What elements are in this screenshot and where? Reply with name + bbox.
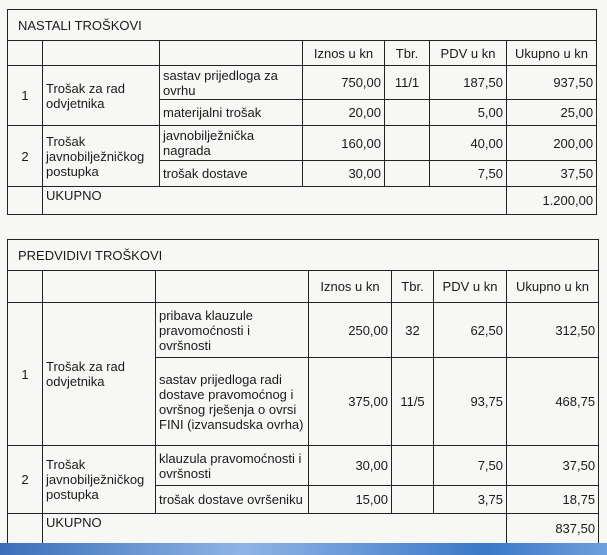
group-number: 1 (8, 66, 43, 126)
total-label: UKUPNO (43, 187, 507, 215)
total-value: 1.200,00 (507, 187, 597, 215)
total-value: 837,50 (507, 514, 599, 544)
row-desc: sastav prijedloga radi dostave pravomoćnog i ovršnog rješenja o ovrsi FINI (izvansudska ovrha) (156, 358, 309, 446)
row-tbr: 11/1 (385, 66, 430, 100)
total-empty (8, 514, 43, 544)
row-pdv: 187,50 (430, 66, 507, 100)
row-desc: trošak dostave ovršeniku (156, 486, 309, 514)
group-number: 2 (8, 126, 43, 187)
row-ukupno: 37,50 (507, 446, 599, 486)
row-ukupno: 937,50 (507, 66, 597, 100)
header-tbr: Tbr. (392, 271, 434, 303)
row-tbr (385, 161, 430, 187)
row-pdv: 5,00 (430, 100, 507, 126)
row-pdv: 40,00 (430, 126, 507, 161)
table-row (8, 66, 597, 100)
row-desc: javnobilježnička nagrada (160, 126, 303, 161)
row-pdv: 62,50 (434, 303, 507, 358)
row-ukupno: 18,75 (507, 486, 599, 514)
header-iznos: Iznos u kn (303, 41, 385, 66)
row-ukupno: 200,00 (507, 126, 597, 161)
group-label: Trošak za rad odvjetnika (43, 66, 160, 126)
header-desc (156, 271, 309, 303)
row-pdv: 93,75 (434, 358, 507, 446)
header-num (8, 271, 43, 303)
scan-edge-strip (0, 543, 607, 555)
section-title: PREDVIDIVI TROŠKOVI (8, 240, 599, 271)
row-ukupno: 468,75 (507, 358, 599, 446)
row-desc: materijalni trošak (160, 100, 303, 126)
row-iznos: 15,00 (309, 486, 392, 514)
row-tbr (392, 446, 434, 486)
row-desc: klauzula pravomoćnosti i ovršnosti (156, 446, 309, 486)
group-number: 2 (8, 446, 43, 514)
header-pdv: PDV u kn (430, 41, 507, 66)
header-pdv: PDV u kn (434, 271, 507, 303)
row-iznos: 20,00 (303, 100, 385, 126)
header-row (8, 41, 597, 66)
nastali-troskovi-table (7, 9, 597, 215)
row-ukupno: 25,00 (507, 100, 597, 126)
row-iznos: 375,00 (309, 358, 392, 446)
total-row (8, 187, 597, 215)
row-iznos: 30,00 (303, 161, 385, 187)
header-iznos: Iznos u kn (309, 271, 392, 303)
row-tbr (392, 486, 434, 514)
row-ukupno: 37,50 (507, 161, 597, 187)
header-ukupno: Ukupno u kn (507, 41, 597, 66)
header-desc (160, 41, 303, 66)
row-iznos: 160,00 (303, 126, 385, 161)
row-iznos: 750,00 (303, 66, 385, 100)
section-title: NASTALI TROŠKOVI (8, 10, 597, 41)
group-number: 1 (8, 303, 43, 446)
total-row (8, 514, 599, 544)
row-tbr: 32 (392, 303, 434, 358)
header-label (43, 41, 160, 66)
row-iznos: 30,00 (309, 446, 392, 486)
table-row (8, 446, 599, 486)
header-label (43, 271, 156, 303)
header-row (8, 271, 599, 303)
group-label: Trošak javnobilježničkog postupka (43, 126, 160, 187)
group-label: Trošak javnobilježničkog postupka (43, 446, 156, 514)
row-pdv: 7,50 (434, 446, 507, 486)
total-label: UKUPNO (43, 514, 507, 544)
row-iznos: 250,00 (309, 303, 392, 358)
predvidivi-troskovi-table (7, 239, 599, 544)
row-tbr: 11/5 (392, 358, 434, 446)
table-row (8, 303, 599, 358)
row-pdv: 7,50 (430, 161, 507, 187)
row-desc: trošak dostave (160, 161, 303, 187)
group-label: Trošak za rad odvjetnika (43, 303, 156, 446)
row-ukupno: 312,50 (507, 303, 599, 358)
row-tbr (385, 100, 430, 126)
table-row (8, 126, 597, 161)
row-desc: sastav prijedloga za ovrhu (160, 66, 303, 100)
header-num (8, 41, 43, 66)
row-desc: pribava klauzule pravomoćnosti i ovršnosti (156, 303, 309, 358)
total-empty (8, 187, 43, 215)
header-ukupno: Ukupno u kn (507, 271, 599, 303)
row-tbr (385, 126, 430, 161)
row-pdv: 3,75 (434, 486, 507, 514)
header-tbr: Tbr. (385, 41, 430, 66)
